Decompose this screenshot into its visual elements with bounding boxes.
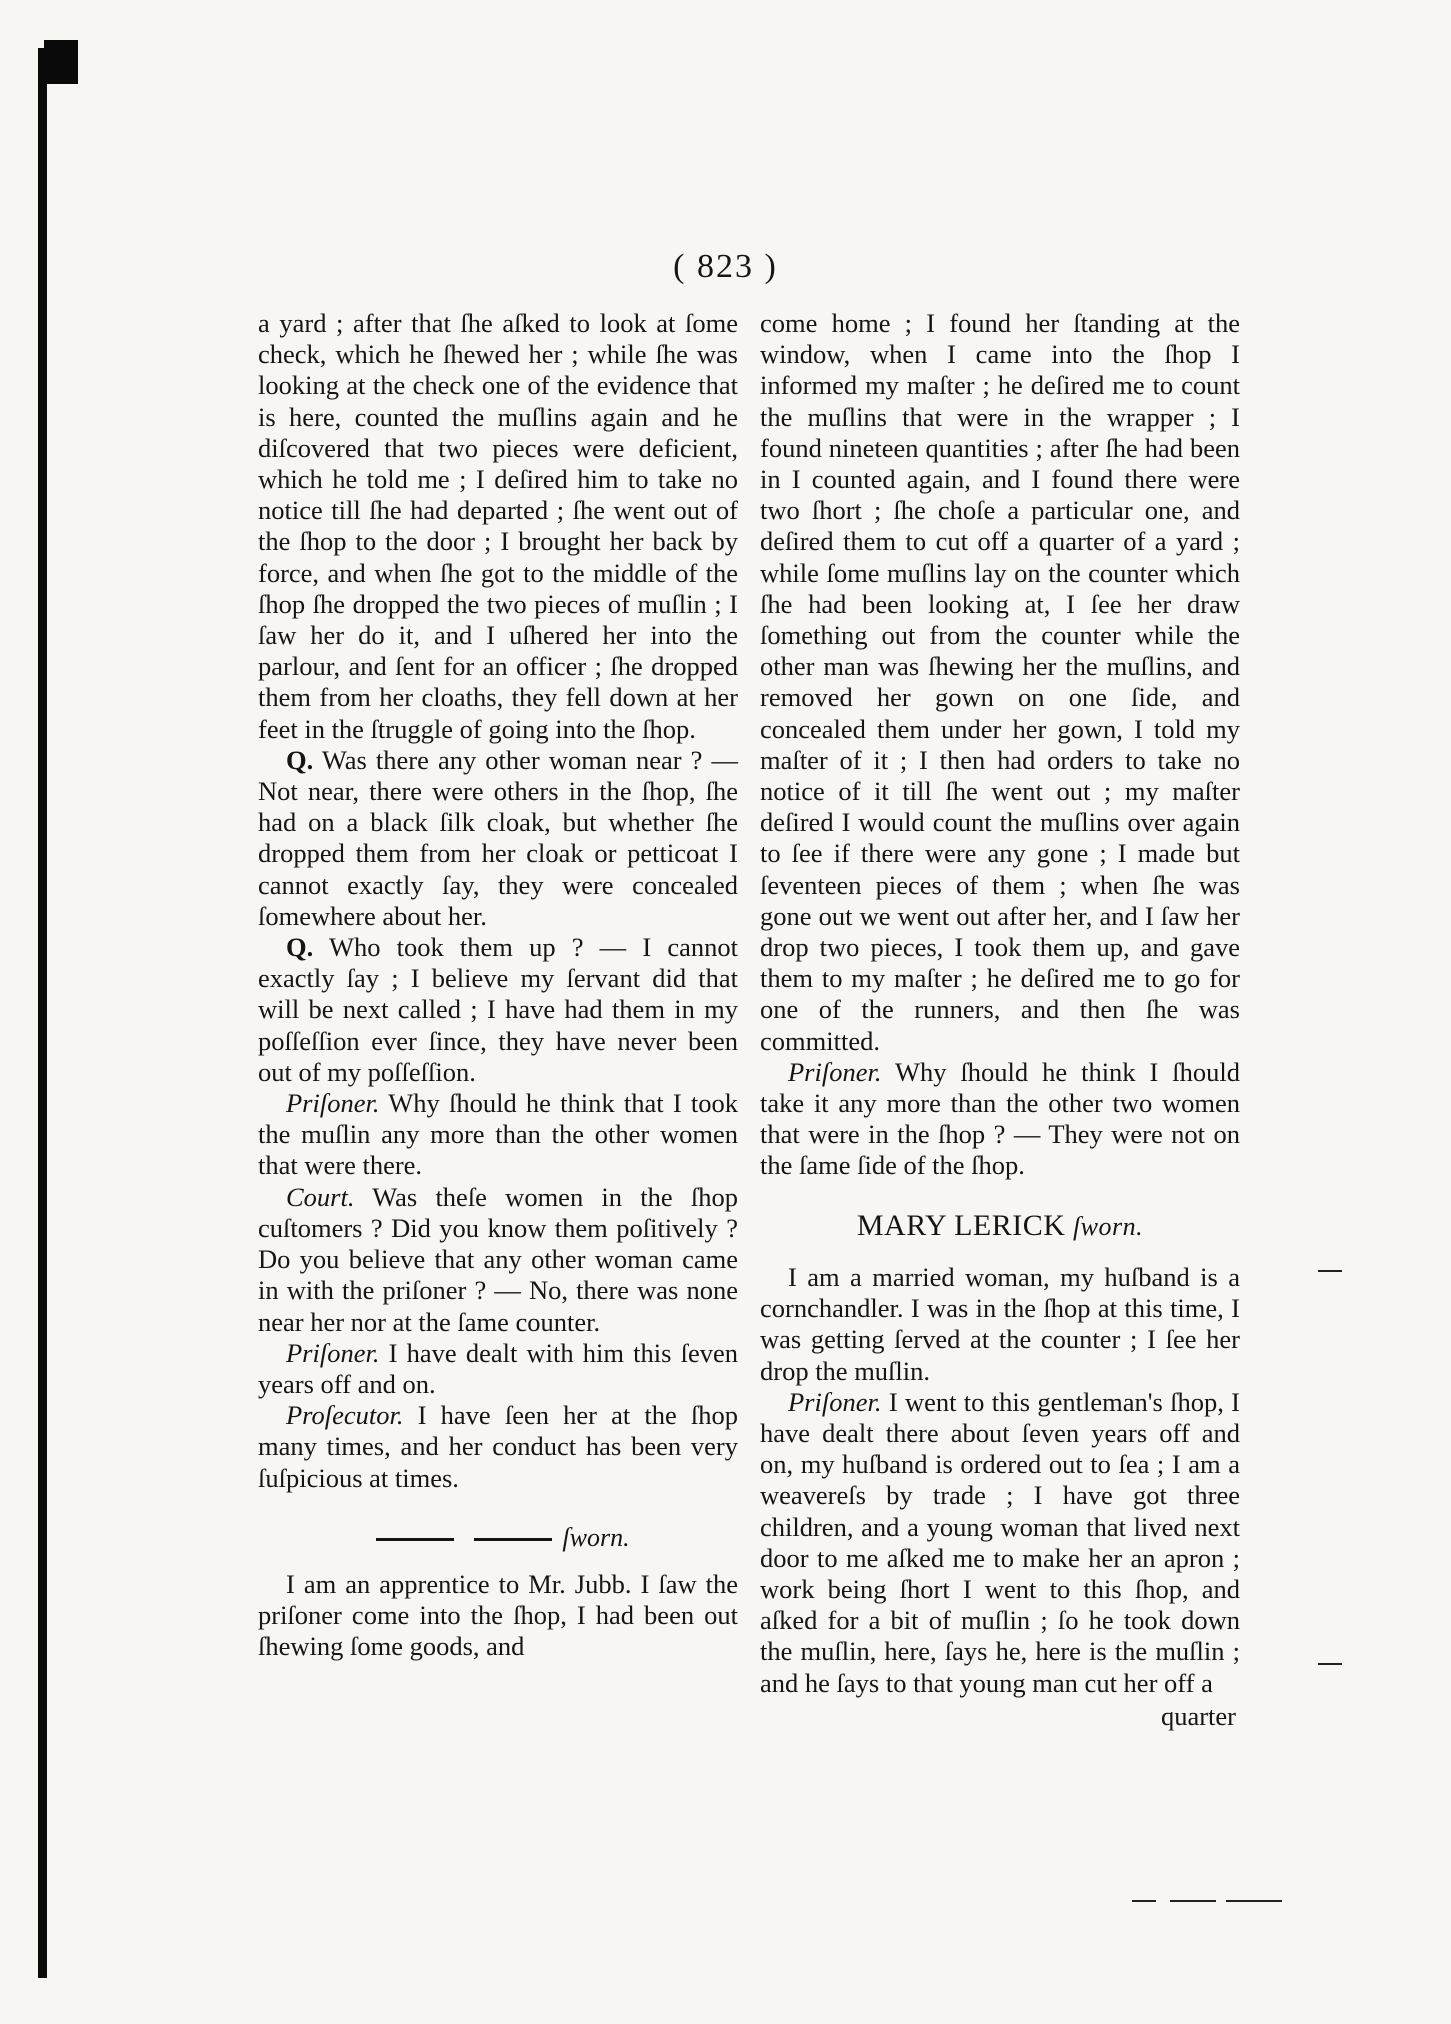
print-mark — [1226, 1900, 1282, 1902]
speaker-label: Priſoner. — [788, 1056, 882, 1087]
speaker-paragraph — [258, 1182, 738, 1338]
left-column — [258, 308, 738, 1663]
blank-rule — [474, 1538, 552, 1541]
question-marker: Q. — [286, 932, 314, 963]
witness-name: MARY LERICK — [856, 1208, 1066, 1242]
speaker-label: Priſoner. — [788, 1386, 882, 1417]
paragraph-text: Was theſe women in the ſhop cuſtomers ? Did you know them poſitively ? Do you believe that any other woman came in with the priſoner ? — No, there was none near her nor at the ſame counter. — [258, 1181, 738, 1337]
sworn-label: ſworn. — [1072, 1211, 1144, 1241]
print-mark — [1318, 1270, 1342, 1272]
page-number: ( 823 ) — [673, 248, 778, 285]
blank-rule — [376, 1538, 454, 1541]
print-mark — [1318, 1663, 1342, 1665]
speaker-paragraph — [258, 1338, 738, 1400]
question-paragraph — [258, 745, 738, 932]
sworn-label: ſworn. — [562, 1522, 630, 1552]
witness-heading — [760, 1210, 1240, 1242]
paragraph: a yard ; after that ſhe aſked to look at ſome check, which he ſhewed her ; while ſhe was looking at the check one of the evidence that is here, counted the muſlins again and he diſcovered that two pieces were deficient, which he told me ; I deſired him to take no notice till ſhe had departed ; ſhe went out of the ſhop to the door ; I brought her back by force, and when ſhe got to the middle of the ſhop ſhe dropped the two pieces of muſlin ; I ſaw her do it, and I uſhered her into the parlour, and ſent for an officer ; ſhe dropped them from her cloaths, they fell down at her feet in the ſtruggle of going into the ſhop. — [258, 308, 738, 744]
speaker-label: Priſoner. — [286, 1088, 380, 1119]
speaker-paragraph — [258, 1088, 738, 1182]
paragraph-text: I have ſeen her at the ſhop many times, and her conduct has been very ſuſpicious at times. — [258, 1400, 739, 1493]
catchword: quarter — [1160, 1700, 1236, 1731]
right-column — [760, 308, 1240, 1732]
question-paragraph — [258, 932, 738, 1088]
speaker-paragraph — [760, 1387, 1240, 1699]
paragraph-text: I went to this gentleman's ſhop, I have dealt there about ſeven years off and on, my huſband is ordered out to ſea ; I am a weavereſs by trade ; I have got three children, and a young woman that lived next door to me aſked me to make her an apron ; work being ſhort I went to this ſhop, and aſked for a bit of muſlin ; ſo he took down the muſlin, here, ſays he, here is the muſlin ; and he ſays to that young man cut her off a — [760, 1386, 1241, 1698]
paragraph-text: Why ſhould he think that I took the muſlin any more than the other women that were there. — [258, 1088, 738, 1181]
print-mark — [1170, 1900, 1216, 1902]
binding-edge — [38, 48, 47, 1978]
paragraph-text: Who took them up ? — I cannot exactly ſay ; I believe my ſervant did that will be next called ; I have had them in my poſſeſſion ever ſince, they have never been out of my poſſeſſion. — [258, 932, 738, 1087]
binding-shadow — [44, 40, 78, 84]
paragraph: come home ; I found her ſtanding at the window, when I came into the ſhop I informed my maſter ; he deſired me to count the muſlins that were in the wrapper ; I found nineteen quantities ; after ſhe had been in I counted again, and I found there were two ſhort ; ſhe choſe a particular one, and deſired them to cut off a quarter of a yard ; while ſome muſlins lay on the counter which ſhe had been looking at, I ſee her draw ſomething out from the counter while the other man was ſhewing her the muſlins, and removed her gown on one ſide, and concealed them under her gown, I told my maſter of it ; I then had orders to take no notice of it till ſhe went out ; my maſter deſired I would count the muſlins over again to ſee if there were any gone ; I made but ſeventeen pieces of them ; when ſhe was gone out we went out after her, and I ſaw her drop two pieces, I took them up, and gave them to my maſter ; he deſired me to go for one of the runners, and then ſhe was committed. — [760, 308, 1240, 1056]
speaker-paragraph — [760, 1057, 1240, 1182]
speaker-label: Court. — [286, 1181, 355, 1212]
speaker-label: Proſecutor. — [286, 1400, 404, 1431]
speaker-paragraph — [258, 1400, 738, 1494]
speaker-label: Priſoner. — [286, 1337, 380, 1368]
paragraph-text: I have dealt with him this ſeven years off and on. — [258, 1337, 738, 1399]
print-mark — [1132, 1900, 1156, 1902]
paragraph: I am a married woman, my huſband is a cornchandler. I was in the ſhop at this time, I was getting ſerved at the counter ; I ſee her drop the muſlin. — [760, 1261, 1240, 1386]
witness-heading — [258, 1522, 738, 1553]
paragraph: I am an apprentice to Mr. Jubb. I ſaw the priſoner come into the ſhop, I had been out ſhewing ſome goods, and — [258, 1568, 738, 1662]
question-marker: Q. — [286, 744, 314, 775]
paragraph-text: Why ſhould he think I ſhould take it any more than the other two women that were in the ſhop ? — They were not on the ſame ſide of the ſhop. — [760, 1056, 1240, 1181]
paragraph-text: Was there any other woman near ? — Not near, there were others in the ſhop, ſhe had on a black ſilk cloak, but whether ſhe dropped them from her cloak or petticoat I cannot exactly ſay, they were concealed ſomewhere about her. — [258, 744, 738, 931]
